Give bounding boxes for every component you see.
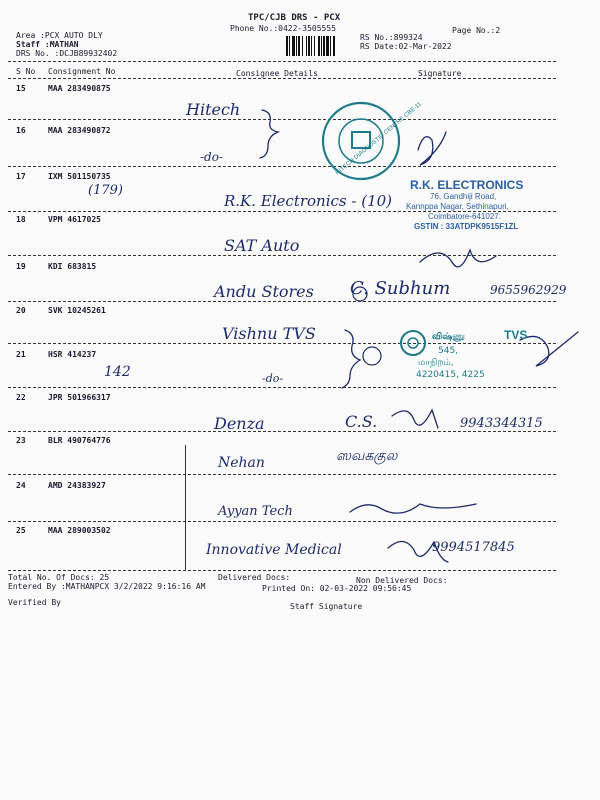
consignee-handwriting: R.K. Electronics - (10) <box>224 192 393 210</box>
page-number: Page No.:2 <box>452 26 501 35</box>
row-sno: 19 <box>16 262 26 271</box>
entered-by: Entered By :MATHANPCX 3/2/2022 9:16:16 AM <box>8 582 206 591</box>
phone-handwriting: 9994517845 <box>432 540 515 555</box>
phone-handwriting: 9655962929 <box>490 283 567 297</box>
signature-22 <box>392 410 438 428</box>
brace-20-21 <box>342 330 360 388</box>
row-sno: 16 <box>16 126 26 135</box>
rk-stamp-name: R.K. ELECTRONICS <box>410 178 524 192</box>
row-sno: 25 <box>16 526 26 535</box>
phone-number: Phone No.:0422-3505555 <box>230 24 336 33</box>
row-sno: 23 <box>16 436 26 445</box>
rk-stamp-addr2: Kannppa Nagar, Sethinapuri, <box>406 202 509 211</box>
row-consignment: VPM 4617025 <box>48 215 101 224</box>
rk-stamp-addr1: 76, Gandhiji Road, <box>430 192 497 201</box>
tvs-stamp-line3: மாநிறம், <box>418 358 454 368</box>
consignee-handwriting: -do- <box>200 150 224 164</box>
circle-mark-19 <box>353 287 367 301</box>
consignee-handwriting: Vishnu TVS <box>222 324 316 343</box>
brace-15-16 <box>260 110 278 158</box>
verified-by: Verified By <box>8 598 61 607</box>
rk-stamp-addr3: Coimbatore-641027. <box>428 212 501 221</box>
tvs-stamp-line2: 545, <box>438 346 459 356</box>
margin-note: 142 <box>104 364 131 380</box>
row-consignment: MAA 289003502 <box>48 526 111 535</box>
drs-number: DRS No. :DCJB89932402 <box>16 49 118 58</box>
signature-15 <box>418 132 446 165</box>
signature-19 <box>420 250 496 267</box>
tvs-stamp-brand: TVS <box>504 328 528 342</box>
circle-mark-21 <box>363 347 381 365</box>
margin-note: (179) <box>88 183 123 198</box>
consignee-handwriting: Ayyan Tech <box>218 504 293 519</box>
hitech-stamp <box>320 100 423 182</box>
doc-title: TPC/CJB DRS - PCX <box>248 13 341 23</box>
tvs-stamp-phone: 4220415, 4225 <box>416 370 485 380</box>
row-sno: 18 <box>16 215 26 224</box>
rk-electronics-stamp <box>400 178 545 234</box>
row-consignment: MAA 283490872 <box>48 126 111 135</box>
row-sno: 21 <box>16 350 26 359</box>
row-sno: 20 <box>16 306 26 315</box>
consignee-handwriting: Nehan <box>218 455 265 471</box>
hitech-stamp-text: HITECH DIAGNOSTIC CENTRE CBE-11 <box>334 101 423 177</box>
consignee-handwriting: Andu Stores <box>214 282 314 301</box>
row-consignment: JPR 501966317 <box>48 393 111 402</box>
tvs-stamp-line1: விஷ்ணு <box>432 332 465 342</box>
signature-24 <box>350 504 476 513</box>
row-sno: 22 <box>16 393 26 402</box>
row-consignment: MAA 283490875 <box>48 84 111 93</box>
signature-handwriting: C. Subhum <box>350 278 451 299</box>
row-consignment: IXM 501150735 <box>48 172 111 181</box>
staff-label: Staff :MATHAN <box>16 40 79 49</box>
row-consignment: KDI 683815 <box>48 262 97 271</box>
signature-25 <box>388 541 448 562</box>
row-consignment: BLR 490764776 <box>48 436 111 445</box>
tvs-stamp <box>396 326 536 384</box>
delivered-docs: Delivered Docs: <box>218 573 291 582</box>
signature-handwriting: C.S. <box>345 412 378 431</box>
col-signature: Signature <box>418 69 462 78</box>
area-label: Area :PCX AUTO DLY <box>16 31 103 40</box>
col-consignment: Consignment No <box>48 67 116 76</box>
row-consignment: HSR 414237 <box>48 350 97 359</box>
consignee-handwriting: Denza <box>214 414 265 433</box>
row-sno: 24 <box>16 481 26 490</box>
tamil-signature: ஸவககுல <box>336 448 398 464</box>
consignee-handwriting: Hitech <box>186 100 241 119</box>
staff-signature-label: Staff Signature <box>290 602 363 611</box>
row-sno: 15 <box>16 84 26 93</box>
rs-number: RS No.:899324 <box>360 33 423 42</box>
rs-date: RS Date:02-Mar-2022 <box>360 42 452 51</box>
rk-stamp-gst: GSTIN : 33ATDPK9515F1ZL <box>414 222 519 231</box>
non-delivered-docs: Non Delivered Docs: <box>356 576 448 585</box>
row-sno: 17 <box>16 172 26 181</box>
total-docs: Total No. Of Docs: 25 <box>8 573 110 582</box>
consignee-handwriting: -do- <box>262 372 284 385</box>
consignee-handwriting: SAT Auto <box>224 236 300 255</box>
consignee-handwriting: Innovative Medical <box>206 542 342 558</box>
col-sno: S No <box>16 67 36 76</box>
row-consignment: SVK 10245261 <box>48 306 106 315</box>
phone-handwriting: 9943344315 <box>460 416 543 431</box>
row-consignment: AMD 24383927 <box>48 481 106 490</box>
col-consignee: Consignee Details <box>236 69 318 78</box>
printed-on: Printed On: 02-03-2022 09:56:45 <box>262 584 412 593</box>
